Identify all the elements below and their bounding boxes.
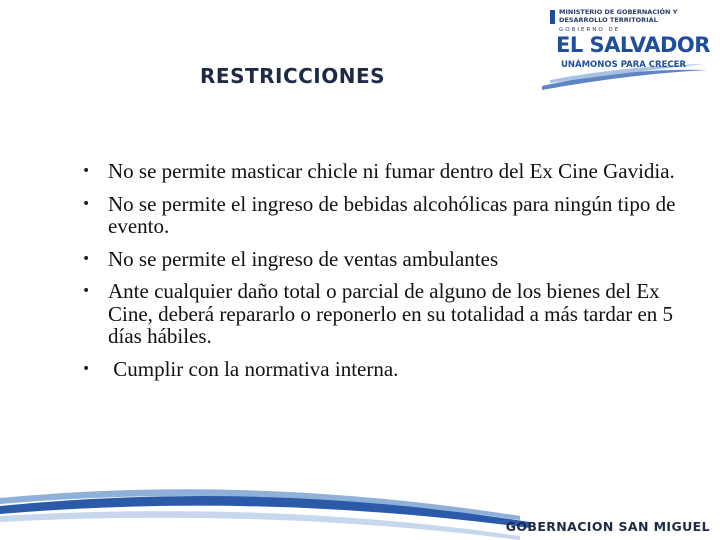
list-item-text: Cumplir con la normativa interna. (108, 356, 399, 381)
list-item (78, 160, 688, 183)
bullet-marker: • (82, 360, 91, 377)
logo-country-text: EL SALVADOR (556, 33, 710, 57)
logo-ministry-text: MINISTERIO DE GOBERNACIÓN Y DESARROLLO TERRITORIAL (559, 8, 678, 24)
swoosh-dark-band (0, 496, 530, 528)
list-item-text: Ante cualquier daño total o parcial de alguno de los bienes del Ex Cine, deberá repararlo o reponerlo en su totalidad a más tardar en 5 días hábiles. (108, 279, 674, 348)
list-item (78, 193, 688, 238)
list-item-text: No se permite el ingreso de bebidas alcohólicas para ningún tipo de evento. (108, 191, 676, 238)
logo-bar-accent (550, 10, 555, 24)
bullet-marker: • (82, 250, 91, 267)
bullet-marker: • (82, 283, 91, 299)
list-item-text: No se permite masticar chicle ni fumar dentro del Ex Cine Gavidia. (108, 159, 675, 183)
bullet-marker: • (82, 163, 91, 179)
list-item (78, 280, 688, 348)
bullet-marker: • (82, 195, 91, 212)
footer-label: GOBERNACION SAN MIGUEL (505, 519, 710, 534)
list-item (78, 358, 688, 381)
list-item (78, 248, 688, 271)
logo-slogan-text: UNÁMONOS PARA CRECER (561, 60, 686, 70)
restrictions-list (78, 160, 688, 390)
government-logo (540, 6, 712, 90)
page-title: RESTRICCIONES (200, 64, 386, 88)
list-item-text: No se permite el ingreso de ventas ambulantes (108, 246, 499, 271)
logo-gobierno-text: GOBIERNO DE (559, 27, 621, 33)
